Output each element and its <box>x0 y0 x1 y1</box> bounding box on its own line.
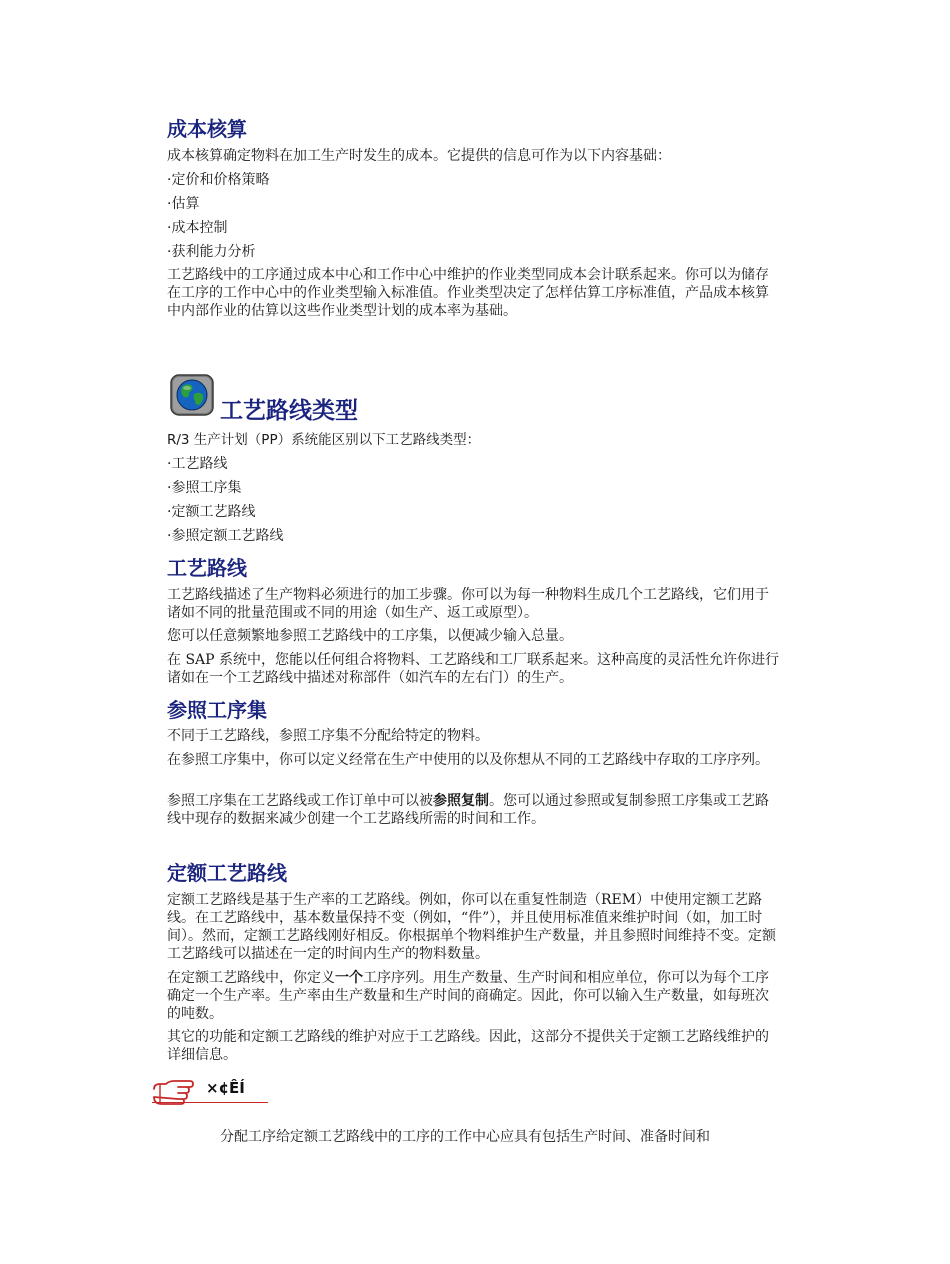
globe-icon <box>170 374 214 416</box>
types-bullet-2: ·参照工序集 <box>167 480 242 496</box>
refset-p3-bold: 参照复制 <box>433 793 489 809</box>
rate-paragraph-1: 定额工艺路线是基于生产率的工艺路线。例如，你可以在重复性制造（REM）中使用定额工艺路线。在工艺路线中，基本数量保持不变（例如，“件”），并且使用标准值来维护时间（如，加工时间）。然而，定额工艺路线刚好相反。你根据单个物料维护生产数量，并且参照时间维持不变。定额工艺路线可以描述在一定的时间内生产的物料数量。 <box>167 892 776 962</box>
rate-p2-text-2: 工序序列。用生产数量、生产时间和相应单位，你可以为每个工序确定一个生产率。生产率由生产数量和生产时间的商确定。因此，你可以输入生产数量，如每班次的吨数。 <box>167 970 769 1022</box>
heading-cost-accounting: 成本核算 <box>167 117 247 141</box>
note-text: 分配工序给定额工艺路线中的工序的工作中心应具有包括生产时间、准备时间和 <box>220 1129 710 1145</box>
refset-p3-text-1: 参照工序集在工艺路线或工作订单中可以被 <box>167 793 433 809</box>
refset-p3-text-2: 。您可以通过参照或复制参照工序集或工艺路线中现存的数据来减少创建一个工艺路线所需的时间和工作。 <box>167 793 769 827</box>
types-intro: R/3 生产计划（PP）系统能区别以下工艺路线类型： <box>167 432 481 448</box>
heading-routing: 工艺路线 <box>167 556 247 580</box>
cost-bullet-1: ·定价和价格策略 <box>167 172 270 188</box>
note-divider <box>152 1102 268 1103</box>
note-label: ×¢ÊÍ <box>206 1079 245 1097</box>
cost-paragraph: 工艺路线中的工序通过成本中心和工作中心中维护的作业类型同成本会计联系起来。你可以为储存在工序的工作中心中的作业类型输入标准值。作业类型决定了怎样估算工序标准值，产品成本核算中内部作业的估算以这些作业类型计划的成本率为基础。 <box>167 267 769 319</box>
cost-intro: 成本核算确定物料在加工生产时发生的成本。它提供的信息可作为以下内容基础： <box>167 148 671 164</box>
cost-bullet-3: ·成本控制 <box>167 220 228 236</box>
types-bullet-4: ·参照定额工艺路线 <box>167 528 284 544</box>
heading-rate-routing: 定额工艺路线 <box>167 861 287 885</box>
rate-p2-bold: 一个 <box>335 970 363 986</box>
routing-paragraph-2: 您可以任意频繁地参照工艺路线中的工序集，以便减少输入总量。 <box>167 628 573 644</box>
rate-paragraph-3: 其它的功能和定额工艺路线的维护对应于工艺路线。因此，这部分不提供关于定额工艺路线维护的详细信息。 <box>167 1029 769 1063</box>
types-bullet-1: ·工艺路线 <box>167 456 228 472</box>
refset-paragraph-1: 不同于工艺路线，参照工序集不分配给特定的物料。 <box>167 728 489 744</box>
rate-p2-text-1: 在定额工艺路线中，你定义 <box>167 970 335 986</box>
refset-paragraph-3 <box>167 792 782 828</box>
cost-bullet-2: ·估算 <box>167 196 200 212</box>
rate-paragraph-2 <box>167 969 782 1023</box>
cost-bullet-4: ·获利能力分析 <box>167 244 256 260</box>
types-bullet-3: ·定额工艺路线 <box>167 504 256 520</box>
routing-paragraph-1: 工艺路线描述了生产物料必须进行的加工步骤。你可以为每一种物料生成几个工艺路线，它们用于诸如不同的批量范围或不同的用途（如生产、返工或原型）。 <box>167 587 769 621</box>
routing-paragraph-3: 在 SAP 系统中，您能以任何组合将物料、工艺路线和工厂联系起来。这种高度的灵活性允许你进行诸如在一个工艺路线中描述对称部件（如汽车的左右门）的生产。 <box>167 652 780 686</box>
refset-paragraph-2: 在参照工序集中，你可以定义经常在生产中使用的以及你想从不同的工艺路线中存取的工序序列。 <box>167 752 769 768</box>
heading-routing-types: 工艺路线类型 <box>220 398 358 424</box>
heading-reference-operation-set: 参照工序集 <box>167 698 267 722</box>
